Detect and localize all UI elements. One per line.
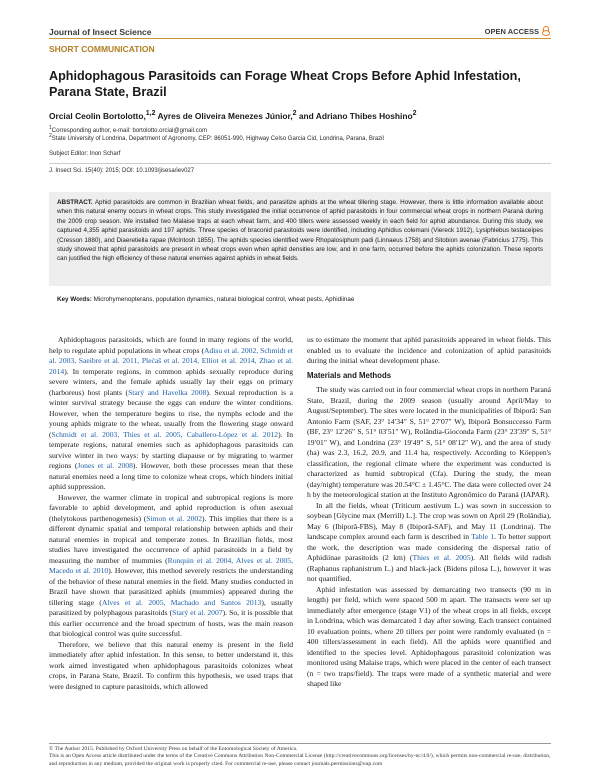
corresponding-email: Corresponding author, e-mail: bortolotto.orcial@gmail.com (51, 128, 207, 134)
citation-link[interactable]: Thies et al. 2005 (412, 553, 471, 562)
affiliation-2 (49, 132, 384, 143)
paragraph: The study was carried out in four commercial wheat crops in northern Paraná State, Brazil, during the 2009 season (usually around April/May to August/September). The sites were located in the municipalities of Ibiporã: San Antonio Farm (SAF, 23° 14′34″ S, 51° 27′07″ W), Ibiporã Bonsuccesso Farm (BF, 23° 12′26″ S, 51° 03′51″ W), Rolândia-Gioconda Farm (23° 23′39″ S, 51° 19′01″ W), and Londrina (23° 19′49″ S, 51° 08′12″ W), and the area of study (ha) was 2.3, 16.2, 20.9, and 11.4 ha, respectively. According to Köeppen's classification, the regional climate where the experiment was conducted is characterized as humid subtropical (Cfa). During the study, the mean (day/night) temperature was 20.54°C ± 1.45°C. The data were collected over 24 h by the meteorological station at the Instituto Agronômico do Paraná (IAPAR). (307, 385, 551, 499)
open-access-badge (485, 26, 550, 36)
keywords (57, 296, 354, 303)
citation-link[interactable]: Ronquin et al. 2004, Alves et al. 2005, Macedo et al. 2010 (49, 555, 293, 575)
open-access-label: OPEN ACCESS (484, 26, 539, 36)
citation-link[interactable]: Jones et al. 2008 (77, 461, 133, 470)
citation-link[interactable]: Alves et al. 2005, Machado and Santos 2013 (101, 597, 262, 607)
section-label: SHORT COMMUNICATION (49, 44, 155, 54)
citation-link[interactable]: Starý and Havelka 2008 (128, 387, 207, 397)
affiliation-2-sup: 2 (49, 133, 52, 139)
copyright-footer (49, 746, 551, 768)
keywords-text: Microhymenopterans, population dynamics, natural biological control, wheat pests, Aphidiinae (93, 296, 355, 303)
author-1-sup: 1,2 (145, 110, 156, 117)
author-list (49, 110, 416, 121)
footer-rule (49, 743, 551, 744)
abstract-label: ABSTRACT. (57, 199, 93, 206)
author-2: Ayres de Oliveira Menezes Júnior, (157, 110, 293, 121)
citation-doi: J. Insect Sci. 15(40): 2015; DOI: 10.1093/jisesa/iev027 (49, 168, 195, 174)
header-rule (49, 38, 551, 39)
author-2-sup: 2 (292, 110, 297, 117)
meta-rule (49, 163, 551, 164)
abstract-text: Aphid parasitoids are common in Brazilian wheat fields, and parasitize aphids at the wheat tillering stage. However, there is little information available about when this natural enemy occurs in wheat crops. This study investigated the initial occurrence of aphid parasitoids in four commercial wheat crops in northern Paraná during the 2009 crop season. We installed two Malaise traps at each wheat farm, and 400 tillers were assessed weekly in each field for aphid abundance. During this study, we captured 4,355 aphid parasitoids and 197 aphids. Three species of braconid parasitoids were identified, including Aphidius colemani (Viereck 1912), Lysiphlebus testaceipes (Cresson 1880), and Diaeretiella rapae (McIntosh 1855). The aphids species identified were Rhopalosiphum padi (Linnaeus 1758) and Sitobion avenae (Fabricius 1775). This study showed that aphid parasitoids are present in wheat crops even when aphid densities are low, and in one farm, occurred before the aphids colonization. These reports can justified the high efficiency of these natural enemies against aphids in wheat fields. (57, 199, 544, 263)
body-column-right (307, 335, 551, 690)
abstract-box (49, 192, 551, 286)
body-column-left (49, 335, 293, 692)
paragraph: Therefore, we believe that this natural enemy is present in the field immediately after aphid infestation. In this sense, to better understand it, this work aimed investigated when aphidophagous parasitoids colonizes wheat crops, in Parana State, Brazil. To confirm this hypothesis, we used traps that were designed to capture parasitoids, which allowed (49, 639, 293, 691)
author-3: Adriano Thibes Hoshino (315, 110, 413, 121)
section-heading: Materials and Methods (307, 370, 392, 380)
open-access-lock-icon (542, 26, 550, 36)
keywords-label: Key Words: (57, 296, 92, 303)
author-1: Orcial Ceolin Bortolotto, (49, 110, 146, 121)
citation-link[interactable]: Schmidt et al. 2003, Thies et al. 2005, Caballero-López et al. 2012 (51, 429, 279, 439)
author-3-sup: 2 (412, 110, 417, 117)
copyright-line: © The Author 2015. Published by Oxford University Press on behalf of the Entomological Society of America. (49, 746, 298, 752)
subject-editor: Subject Editor: Inon Scharf (49, 151, 121, 157)
paragraph: However, the warmer climate in tropical and subtropical regions is more favorable to aphid development, and aphid reproduction is often asexual (thelytokous parthenogenesis) (Simon et al. 2002). This implies that there is a different dynamic spatial and temporal relationship between aphids and their natural enemies in tropical and temperate zones. In Brazilian fields, most studies have investigated the occurrence of aphid parasitoids in a field by measuring the number of mummies (Ronquin et al. 2004, Alves et al. 2005, Macedo et al. 2010). However, this method severely restricts the understanding of the behavior of these natural enemies in the field. Many studies conducted in Brazil have shown that parasitized aphids (mummies) appeared during the tillering stage (Alves et al. 2005, Machado and Santos 2013), usually parasitized by polyphagous parasitoids (Starý et al. 2007). So, it is possible that this earlier occurrence and the broad spectrum of hosts, was the main reason that biological control was quite successful. (49, 492, 294, 638)
citation-link[interactable]: Starý et al. 2007 (172, 608, 223, 617)
journal-name: Journal of Insect Science (49, 27, 152, 37)
affiliation-2-text: State University of Londrina, Department of Agronomy, CEP: 86051-990, Highway Celso Garcia Cid, Londrina, Parana, Brazil (51, 136, 384, 142)
table-link[interactable]: Table 1 (471, 532, 495, 541)
affiliation-1-sup: 1 (49, 125, 52, 131)
paragraph: Aphidophagous parasitoids, which are found in many regions of the world, help to regulate aphid populations in wheat crops (Adisu et al. 2002, Schmidt et al. 2003, Saeibre et al. 2011, Plećaš et al. 2014, Elliot et al. 2014, Zhao et al. 2014). In temperate regions, in common aphids sexually reproduce during severe winters, and the female aphids usually lay their eggs on primary (harboreus) host plants (Starý and Havelka 2008). Sexual reproduction is a winter survival strategy because the eggs can endure the winter conditions. However, when the temperature begins to rise, the nymphs eclode and the young aphids migrate to the wheat, usually from the flowering stage onward (Schmidt et al. 2003, Thies et al. 2005, Caballero-López et al. 2012). In temperate regions, natural enemies such as aphidophagous parasitoids can survive winter in two ways: by starting diapause or by migrating to warmer regions (Jones et al. 2008). However, both these processes mean that these natural enemies need a long time to colonize wheat crops, which hinders initial aphid suppression. (49, 335, 294, 491)
license-line: This is an Open Access article distributed under the terms of the Creative Commons Attribution Non-Commercial License (http://creativecommons.org/licenses/by-nc/4.0/), which permits non-commercial re-use, distribution, and reproduction in any medium, provided the original work is properly cited. For commercial re-use, please contact journals.permissions@oup.com (49, 753, 551, 767)
article-title: Aphidophagous Parasitoids can Forage Wheat Crops Before Aphid Infestation, Parana State, Brazil (49, 69, 521, 99)
author-and: and (298, 110, 314, 121)
citation-link[interactable]: Simon et al. 2002 (146, 513, 203, 523)
paragraph: us to estimate the moment that aphid parasitoids appeared in wheat fields. This enabled us to evaluate the incidence and colonization of aphid parasitoids during the initial wheat development phase. (307, 335, 551, 365)
citation-link[interactable]: Adisu et al. 2002, Schmidt et al. 2003, Saeibre et al. 2011, Plećaš et al. 2014, Elliot et al. 2014, Zhao et al. 2014 (49, 345, 294, 376)
paragraph: Aphid infestation was assessed by demarcating two transects (90 m in length) per field, which were spaced 500 m apart. The transects were set up immediately after emergence (stage V1) of the wheat crops in all fields, except in Londrina, which was demarcated 1 day after sowing. Each transect contained 10 evaluation points, where 20 tillers per point were randomly evaluated (n = 400 tillers/assessment in each field). All the aphids were quantified and identified to the species level. Aphidophagous parasitoid colonization was monitored using Malaise traps, which were placed in the center of each transect (n = two traps/field). The traps were made of a synthetic material and were shaped like (307, 584, 551, 688)
paragraph: In all the fields, wheat (Triticum aestivum L.) was sown in succession to soybean [Glycine max (Merrill) L.]. The crop was sown on April 29 (Rolândia), May 6 (Ibiporã-FBS), May 8 (Ibiporã-SAF), and May 11 (Londrina). The landscape complex around each farm is described in Table 1. To better support the work, the description was made considering the dispersal ratio of Aphidiinae parasitoids (2 km) (Thies et al. 2005). All fields wild radish (Raphanus raphanistrum L.) and black-jack (Bidens pilosa L.), however it was not quantified. (307, 500, 551, 583)
